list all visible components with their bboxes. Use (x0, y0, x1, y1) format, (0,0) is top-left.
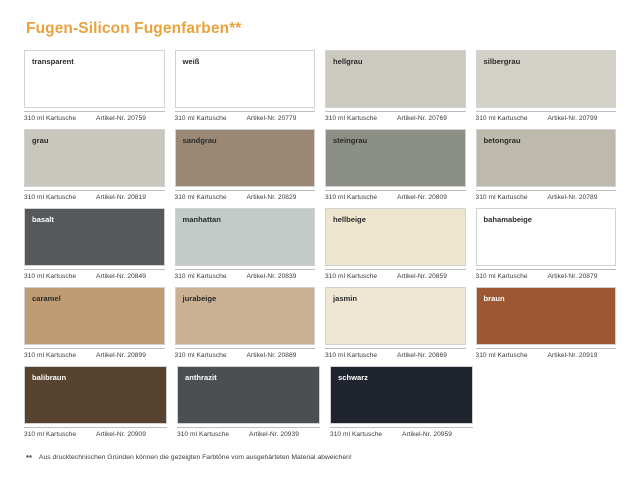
color-swatch-item[interactable] (177, 366, 320, 438)
footnote (26, 454, 616, 462)
article-number: Artikel-Nr. 20769 (397, 115, 447, 122)
color-swatch-item[interactable] (24, 129, 165, 201)
cartridge-volume: 310 ml Kartusche (24, 352, 77, 359)
cartridge-volume: 310 ml Kartusche (475, 194, 528, 201)
color-name: bahamabeige (483, 215, 533, 224)
color-swatch[interactable] (476, 287, 617, 345)
swatch-caption (24, 269, 165, 280)
swatch-grid (24, 50, 616, 445)
cartridge-volume: 310 ml Kartusche (174, 273, 227, 280)
article-number: Artikel-Nr. 20839 (246, 273, 297, 280)
cartridge-volume: 310 ml Kartusche (475, 115, 528, 122)
cartridge-volume: 310 ml Kartusche (325, 273, 378, 280)
color-swatch[interactable] (175, 50, 316, 108)
color-name: braun (483, 294, 505, 303)
swatch-row (24, 208, 616, 280)
color-swatch[interactable] (476, 129, 617, 187)
cartridge-volume: 310 ml Kartusche (475, 352, 528, 359)
cartridge-volume: 310 ml Kartusche (174, 115, 227, 122)
color-swatch[interactable] (175, 208, 316, 266)
swatch-caption (476, 348, 617, 359)
cartridge-volume: 310 ml Kartusche (24, 115, 77, 122)
color-swatch-item[interactable] (175, 50, 316, 122)
swatch-row (24, 129, 616, 201)
color-swatch-item[interactable] (175, 129, 316, 201)
cartridge-volume: 310 ml Kartusche (24, 273, 77, 280)
color-name: manhattan (182, 215, 221, 224)
article-number: Artikel-Nr. 20779 (246, 115, 297, 122)
article-number: Artikel-Nr. 20819 (96, 194, 146, 201)
color-swatch-item[interactable] (476, 129, 617, 201)
swatch-caption (330, 427, 473, 438)
swatch-caption (325, 111, 466, 122)
article-number: Artikel-Nr. 20879 (547, 273, 598, 280)
article-number: Artikel-Nr. 20909 (96, 431, 146, 438)
color-swatch-item[interactable] (175, 208, 316, 280)
swatch-caption (24, 427, 167, 438)
swatch-caption (175, 111, 316, 122)
color-name: hellbeige (333, 215, 366, 224)
article-number: Artikel-Nr. 20849 (96, 273, 146, 280)
swatch-row (24, 366, 616, 438)
color-swatch-item[interactable] (476, 287, 617, 359)
swatch-caption (175, 190, 316, 201)
color-swatch[interactable] (24, 129, 165, 187)
swatch-caption (175, 269, 316, 280)
cartridge-volume: 310 ml Kartusche (475, 273, 528, 280)
footnote-text: Aus drucktechnischen Gründen können die gezeigten Farbtöne vom ausgehärteten Material abweichen! (38, 454, 352, 461)
swatch-caption (325, 348, 466, 359)
color-name: betongrau (483, 136, 521, 145)
color-swatch-item[interactable] (325, 50, 466, 122)
color-swatch-item[interactable] (330, 366, 473, 438)
color-swatch[interactable] (24, 366, 167, 424)
swatch-row (24, 50, 616, 122)
color-swatch[interactable] (330, 366, 473, 424)
color-name: caramel (32, 294, 61, 303)
color-swatch-item[interactable] (325, 129, 466, 201)
swatch-caption (325, 190, 466, 201)
color-swatch[interactable] (175, 129, 316, 187)
color-name: sandgrau (182, 136, 217, 145)
cartridge-volume: 310 ml Kartusche (174, 194, 227, 201)
cartridge-volume: 310 ml Kartusche (330, 431, 383, 438)
page-title: Fugen-Silicon Fugenfarben** (26, 20, 242, 37)
article-number: Artikel-Nr. 20869 (397, 352, 447, 359)
article-number: Artikel-Nr. 20859 (397, 273, 447, 280)
article-number: Artikel-Nr. 20919 (547, 352, 598, 359)
color-swatch-item[interactable] (325, 208, 466, 280)
color-swatch-item[interactable] (175, 287, 316, 359)
color-swatch-item[interactable] (24, 50, 165, 122)
article-number: Artikel-Nr. 20799 (547, 115, 598, 122)
color-swatch[interactable] (175, 287, 316, 345)
color-swatch-item[interactable] (24, 366, 167, 438)
swatch-caption (24, 190, 165, 201)
swatch-row (24, 287, 616, 359)
color-swatch[interactable] (24, 50, 165, 108)
color-swatch[interactable] (177, 366, 320, 424)
color-name: anthrazit (185, 373, 217, 382)
cartridge-volume: 310 ml Kartusche (325, 194, 378, 201)
swatch-caption (24, 348, 165, 359)
swatch-caption (476, 269, 617, 280)
color-swatch-item[interactable] (476, 50, 617, 122)
color-swatch[interactable] (325, 208, 466, 266)
cartridge-volume: 310 ml Kartusche (24, 431, 77, 438)
color-swatch[interactable] (476, 50, 617, 108)
color-name: weiß (182, 57, 200, 66)
footnote-mark: ** (26, 453, 32, 462)
color-swatch[interactable] (325, 129, 466, 187)
cartridge-volume: 310 ml Kartusche (174, 352, 227, 359)
color-name: balibraun (32, 373, 67, 382)
color-name: transparent (32, 57, 74, 66)
article-number: Artikel-Nr. 20809 (397, 194, 447, 201)
swatch-caption (325, 269, 466, 280)
color-swatch[interactable] (325, 50, 466, 108)
swatch-caption (476, 111, 617, 122)
cartridge-volume: 310 ml Kartusche (24, 194, 77, 201)
article-number: Artikel-Nr. 20889 (246, 352, 297, 359)
article-number: Artikel-Nr. 20939 (249, 431, 299, 438)
color-name: jurabeige (182, 294, 217, 303)
article-number: Artikel-Nr. 20759 (96, 115, 146, 122)
swatch-caption (177, 427, 320, 438)
color-name: jasmin (333, 294, 358, 303)
color-swatch-item[interactable] (325, 287, 466, 359)
color-swatch-item[interactable] (24, 287, 165, 359)
article-number: Artikel-Nr. 20829 (246, 194, 297, 201)
article-number: Artikel-Nr. 20789 (547, 194, 598, 201)
swatch-caption (24, 111, 165, 122)
article-number: Artikel-Nr. 20959 (402, 431, 452, 438)
color-swatch[interactable] (24, 287, 165, 345)
color-name: schwarz (338, 373, 368, 382)
color-swatch-item[interactable] (476, 208, 617, 280)
color-swatch[interactable] (24, 208, 165, 266)
cartridge-volume: 310 ml Kartusche (177, 431, 230, 438)
article-number: Artikel-Nr. 20899 (96, 352, 146, 359)
color-swatch[interactable] (476, 208, 617, 266)
color-name: grau (32, 136, 49, 145)
color-name: basalt (32, 215, 54, 224)
color-name: steingrau (333, 136, 368, 145)
cartridge-volume: 310 ml Kartusche (325, 352, 378, 359)
swatch-caption (476, 190, 617, 201)
color-swatch-item[interactable] (24, 208, 165, 280)
color-swatch[interactable] (325, 287, 466, 345)
swatch-caption (175, 348, 316, 359)
color-name: hellgrau (333, 57, 363, 66)
cartridge-volume: 310 ml Kartusche (325, 115, 378, 122)
color-name: silbergrau (483, 57, 521, 66)
